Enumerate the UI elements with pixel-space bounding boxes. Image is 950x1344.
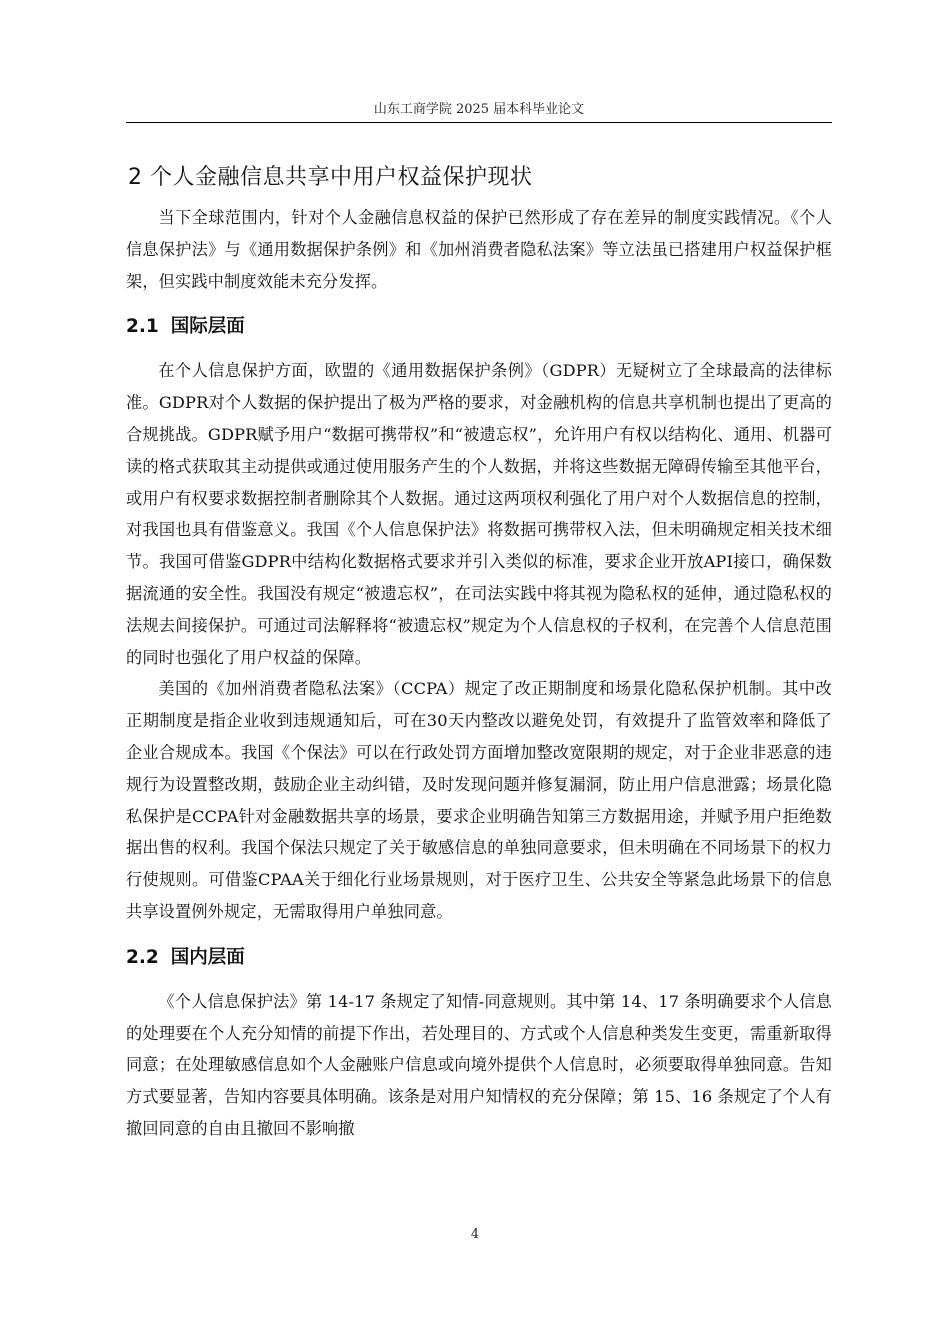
chapter-intro-paragraph: 当下全球范围内，针对个人金融信息权益的保护已然形成了存在差异的制度实践情况。《个人信息保护法》与《通用数据保护条例》和《加州消费者隐私法案》等立法虽已搭建用户权益保护框架，但实践中制度效能未充分发挥。 bbox=[126, 208, 832, 291]
running-header: 山东工商学院 2025 届本科毕业论文 bbox=[373, 102, 585, 117]
page-content bbox=[126, 160, 832, 1145]
section-number: 2.2 bbox=[126, 946, 159, 968]
section-2-2-paragraph-1: 《个人信息保护法》第 14-17 条规定了知情-同意规则。其中第 14、17 条明确要求个人信息的处理要在个人充分知情的前提下作出，若处理目的、方式或个人信息种类发生变更，需重新取得同意；在处理敏感信息如个人金融账户信息或向境外提供个人信息时，必须要取得单独同意。告知方式要显著，告知内容要具体明确。该条是对用户知情权的充分保障；第 15、16 条规定了个人有撤回同意的自由且撤回不影响撤 bbox=[126, 991, 832, 1138]
section-title: 国际层面 bbox=[170, 316, 245, 338]
page-number: 4 bbox=[470, 1227, 480, 1242]
section-2-1-paragraph-2: 美国的《加州消费者隐私法案》（CCPA）规定了改正期制度和场景化隐私保护机制。其中改正期制度是指企业收到违规通知后，可在30天内整改以避免处罚，有效提升了监管效率和降低了企业合规成本。我国《个保法》可以在行政处罚方面增加整改宽限期的规定，对于企业非恶意的违规行为设置整改期，鼓励企业主动纠错，及时发现问题并修复漏洞，防止用户信息泄露；场景化隐私保护是CCPA针对金融数据共享的场景，要求企业明确告知第三方数据用途，并赋予用户拒绝数据出售的权利。我国个保法只规定了关于敏感信息的单独同意要求，但未明确在不同场景下的权力行使规则。可借鉴CPAA关于细化行业场景规则，对于医疗卫生、公共安全等紧急此场景下的信息共享设置例外规定，无需取得用户单独同意。 bbox=[126, 679, 832, 921]
section-heading-2-2 bbox=[126, 942, 832, 974]
header-rule bbox=[126, 122, 832, 123]
section-title: 国内层面 bbox=[170, 946, 245, 968]
section-number: 2.1 bbox=[126, 316, 159, 338]
section-heading-2-1 bbox=[126, 311, 832, 343]
section-2-1-paragraph-1: 在个人信息保护方面，欧盟的《通用数据保护条例》（GDPR）无疑树立了全球最高的法律标准。GDPR对个人数据的保护提出了极为严格的要求，对金融机构的信息共享机制也提出了更高的合规挑战。GDPR赋予用户“数据可携带权”和“被遗忘权”，允许用户有权以结构化、通用、机器可读的格式获取其主动提供或通过使用服务产生的个人数据，并将这些数据无障碍传输至其他平台，或用户有权要求数据控制者删除其个人数据。通过这两项权利强化了用户对个人数据信息的控制，对我国也具有借鉴意义。我国《个人信息保护法》将数据可携带权入法，但未明确规定相关技术细节。我国可借鉴GDPR中结构化数据格式要求并引入类似的标准，要求企业开放API接口，确保数据流通的安全性。我国没有规定“被遗忘权”，在司法实践中将其视为隐私权的延伸，通过隐私权的法规去间接保护。可通过司法解释将“被遗忘权”规定为个人信息权的子权利，在完善个人信息范围的同时也强化了用户权益的保障。 bbox=[126, 361, 832, 667]
chapter-title: 2 个人金融信息共享中用户权益保护现状 bbox=[128, 165, 533, 190]
